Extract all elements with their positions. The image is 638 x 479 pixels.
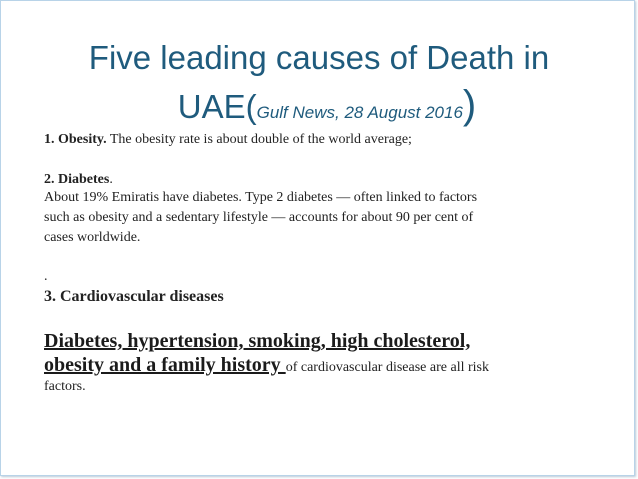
slide-title-line2	[8, 83, 638, 135]
risk-line-3: factors.	[44, 379, 86, 394]
cardio-heading: 3. Cardiovascular diseases	[44, 288, 224, 305]
diabetes-line-2: such as obesity and a sedentary lifestyle — accounts for about 90 per cent of	[44, 210, 474, 225]
title-source: Gulf News, 28 August 2016	[256, 103, 463, 122]
risk-rest-text: of cardiovascular disease are all risk	[285, 360, 489, 375]
title-uae: UAE(	[177, 88, 257, 125]
diabetes-line-3: cases worldwide.	[44, 230, 141, 245]
risk-line-1: Diabetes, hypertension, smoking, high cholesterol,	[44, 330, 471, 352]
diabetes-heading: 2. Diabetes	[44, 172, 110, 187]
diabetes-heading-line	[44, 171, 113, 189]
risk-bold-text: obesity and a family history	[44, 354, 286, 376]
diabetes-period: .	[109, 172, 113, 187]
slide-title-line1: Five leading causes of Death in	[88, 39, 550, 76]
risk-line-2	[44, 353, 489, 380]
obesity-heading: 1. Obesity.	[44, 132, 107, 147]
title-close-paren: )	[462, 83, 477, 127]
diabetes-line-1: About 19% Emiratis have diabetes. Type 2 diabetes — often linked to factors	[44, 190, 478, 205]
obesity-text: The obesity rate is about double of the world average;	[106, 132, 412, 147]
separator-dot: .	[44, 269, 48, 284]
obesity-item	[44, 131, 412, 149]
